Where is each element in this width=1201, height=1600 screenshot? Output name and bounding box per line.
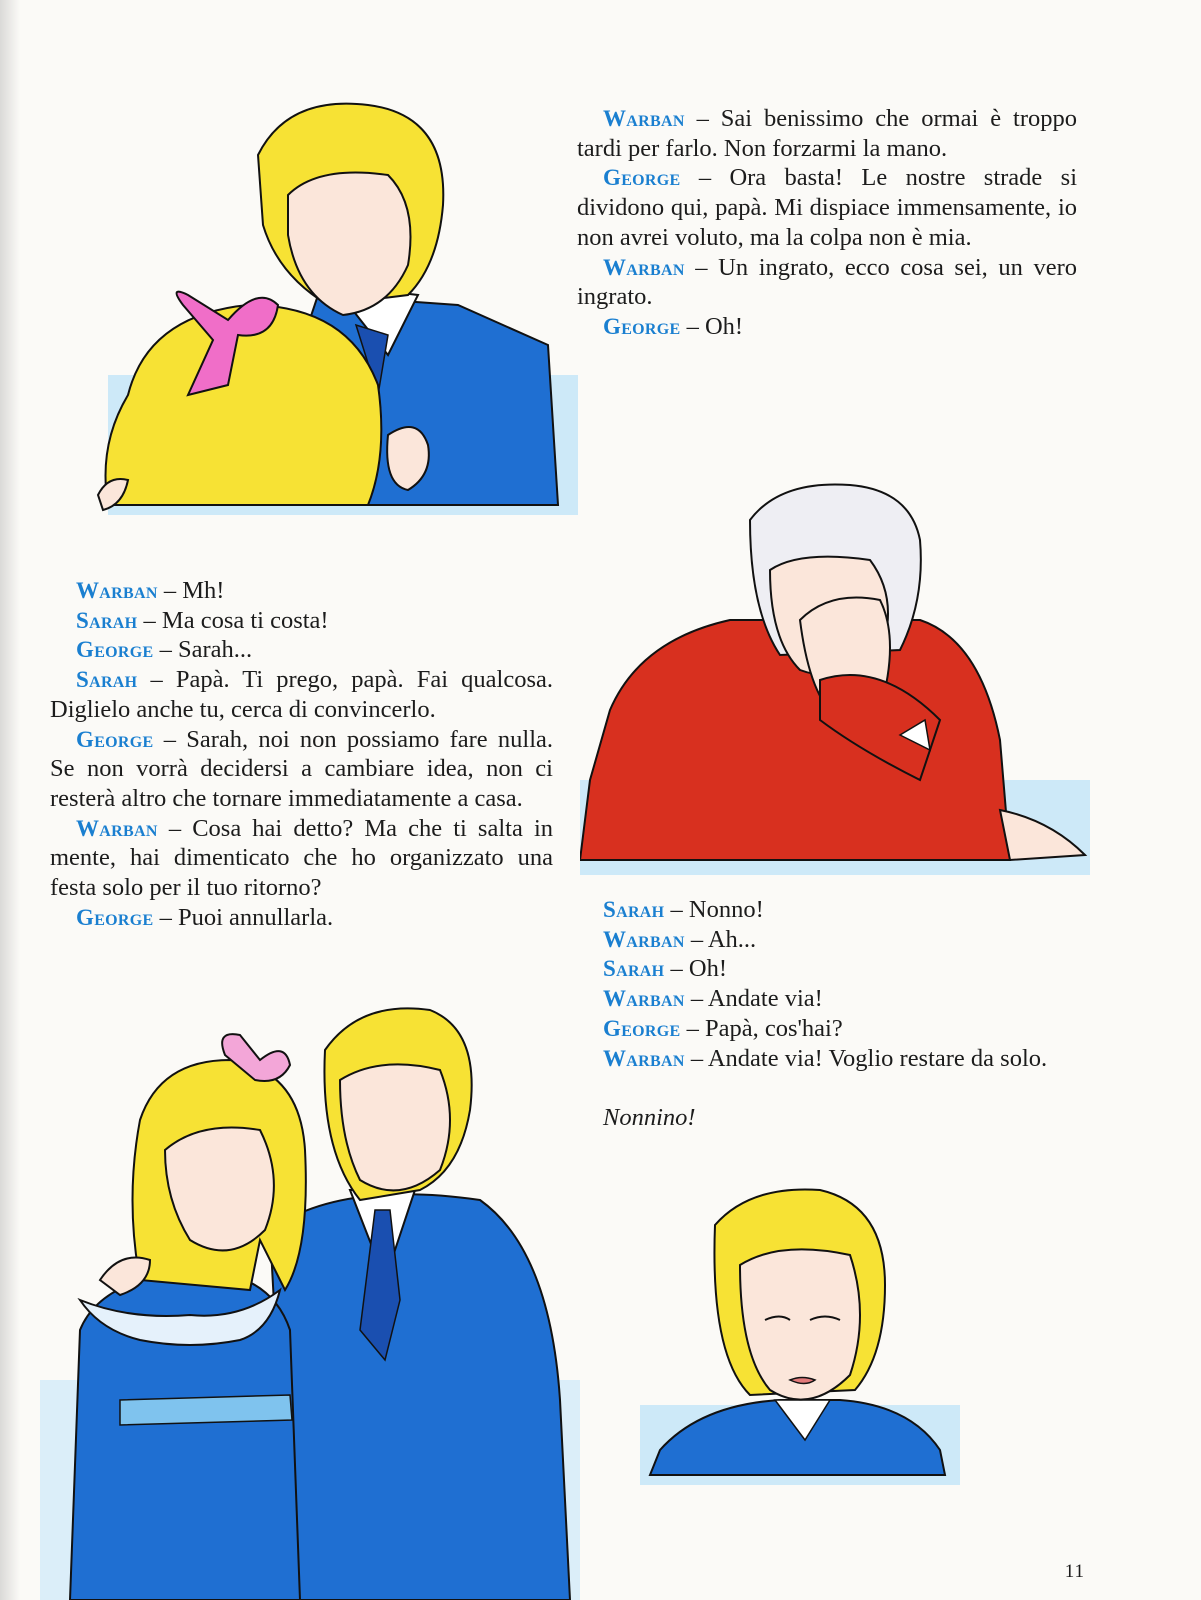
speaker-label: Sarah [76,667,138,693]
dialogue-line: Warban – Cosa hai detto? Ma che ti salta in mente, hai dimenticato che ho organizzato una festa solo per il tuo ritorno? [50,814,553,902]
speaker-label: George [603,1015,681,1041]
dialogue-line: George – Ora basta! Le nostre strade si dividono qui, papà. Mi dispiace immensamente, io non avrei voluto, ma la colpa non è mia. [577,164,1078,251]
speaker-label: George [76,904,154,930]
speaker-label: Warban [603,926,685,952]
dialogue-line: Warban – Andate via! [603,985,823,1013]
dialogue-line: Sarah – Oh! [603,955,728,983]
illustration-warban-hand-on-face [580,480,1095,880]
dialogue-line: George – Sarah... [76,636,253,664]
dialogue-line: Warban – Un ingrato, ecco cosa sei, un vero ingrato. [577,253,1077,311]
illustration-george-portrait [640,1185,960,1490]
speaker-label: George [603,165,681,191]
page-gutter-shadow [0,0,20,1600]
speaker-label: George [76,637,154,663]
dialogue-line: George – Papà, cos'hai? [603,1014,843,1042]
dialogue-line: George – Oh! [603,312,744,340]
right-column-top-text [577,104,1077,342]
speaker-label: Warban [603,986,685,1012]
dialogue-line: Warban – Mh! [76,577,225,604]
speaker-label: Sarah [603,956,665,982]
speaker-label: Sarah [603,897,665,922]
speaker-label: Warban [76,578,158,603]
dialogue-line: George – Puoi annullarla. [76,903,334,931]
speaker-label: Warban [603,254,685,280]
dialogue-line: Warban – Ah... [603,925,757,953]
speaker-label: Sarah [76,607,138,633]
speaker-label: George [603,313,681,339]
dialogue-line: Sarah – Ma cosa ti costa! [76,606,329,634]
right-column-bottom-text [577,895,1077,1133]
speaker-label: Warban [76,815,158,841]
dialogue-line: Sarah – Nonno! [603,896,764,923]
speaker-label: Warban [603,106,685,131]
dialogue-line: Warban – Andate via! Voglio restare da solo. [603,1044,1048,1072]
illustration-george-hugging-sarah [88,95,578,520]
left-column-text [50,576,553,932]
page-number: 11 [1064,1561,1085,1582]
dialogue-line: Sarah – Papà. Ti prego, papà. Fai qualcosa. Diglielo anche tu, cerca di convincerlo. [50,666,553,723]
speaker-label: Warban [603,1045,685,1071]
dialogue-line: George – Sarah, noi non possiamo fare nulla. Se non vorrà decidersi a cambiare idea, non ci resterà altro che tornare immediatamente a casa. [50,725,554,812]
speaker-label: George [76,726,154,752]
italic-line: Nonnino! [603,1104,696,1132]
dialogue-line: Warban – Sai benissimo che ormai è troppo tardi per farlo. Non forzarmi la mano. [577,105,1078,162]
illustration-sarah-and-george-standing [40,1000,580,1600]
